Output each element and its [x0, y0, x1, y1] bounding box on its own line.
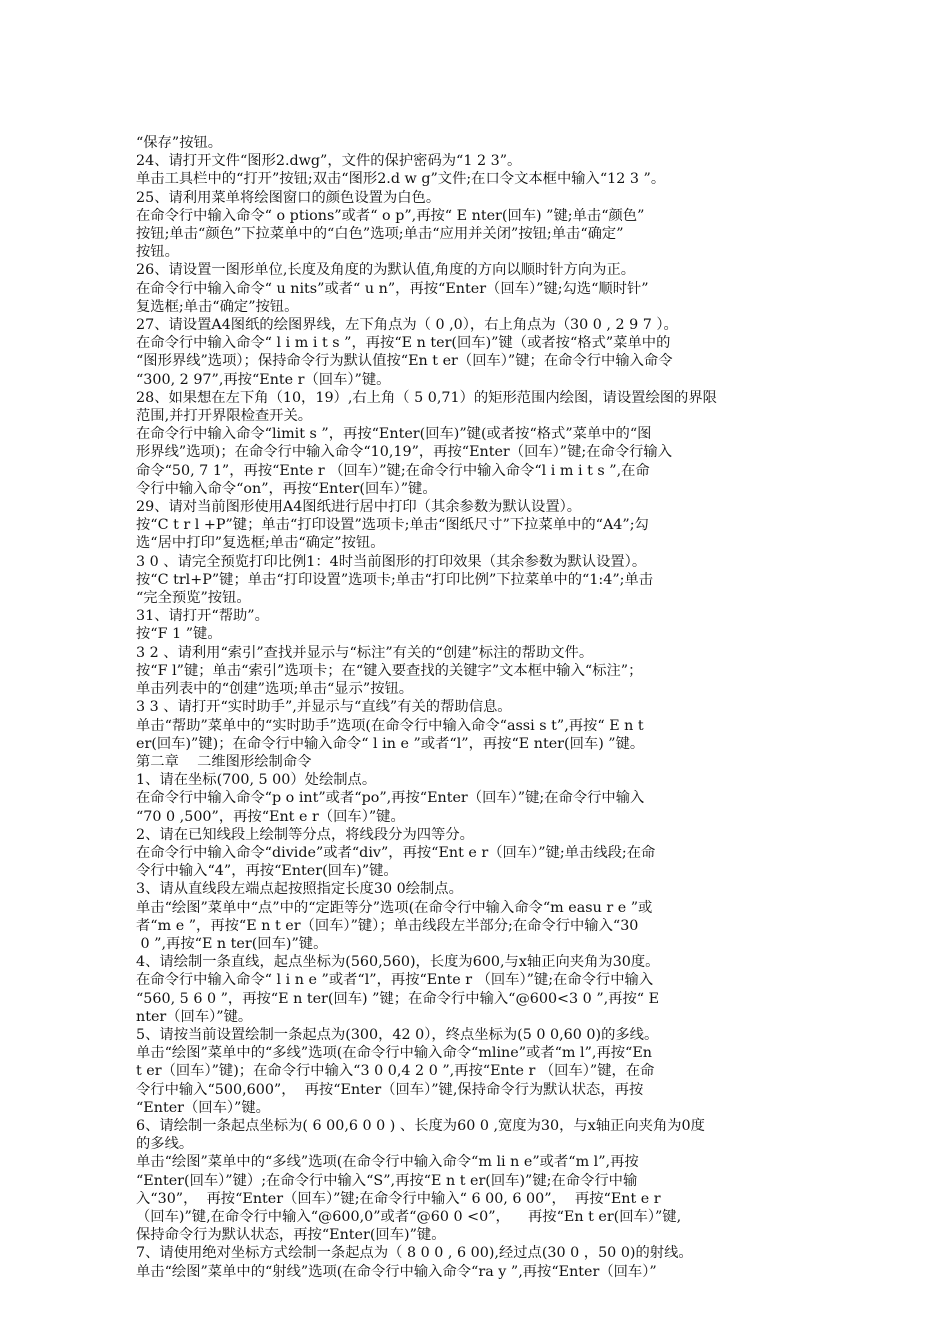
text-line: 的多线。	[136, 1136, 194, 1153]
text-line: 保持命令行为默认状态，再按“Enter(回车)”键。	[136, 1227, 446, 1244]
text-line: 按“F l”键；单击“索引”选项卡；在“键入要查找的关键字”文本框中输入“标注”；	[136, 662, 643, 679]
text-line: t er（回车）”键)；在命令行中输入“3 0 0,4 2 0 ”,再按“Ente r （回车）”键，在命	[136, 1063, 655, 1080]
text-line: “300, 2 97”,再按“Ente r（回车）”键。	[136, 371, 391, 388]
text-line: 在命令行中输入命令“divide”或者“div”，再按“Ent e r（回车）”键;单击线段;在命	[136, 844, 656, 861]
text-line: 7、请使用绝对坐标方式绘制一条起点为（ 8 0 0 , 6 00),经过点(30 0 ，50 0)的射线。	[136, 1245, 693, 1262]
text-line: 在命令行中输入命令“limit s ”，再按“Enter(回车)”键(或者按“格式”菜单中的“图	[136, 426, 652, 443]
text-line: 在命令行中输入命令“ l i m i t s ”，再按“E n ter(回车)”键（或者按“格式”菜单中的	[136, 335, 671, 352]
text-line: “完全预览”按钮。	[136, 590, 251, 607]
text-line: 6、请绘制一条起点坐标为( 6 00,6 0 0 ) 、长度为60 0 ,宽度为30，与x轴正向夹角为0度	[136, 1117, 705, 1134]
text-line: “560, 5 6 0 ”，再按“E n ter(回车) ”键；在命令行中输入“@600<3 0 ”,再按“ E	[136, 990, 660, 1007]
text-line: 在命令行中输入命令“p o int”或者“po”,再按“Enter（回车）”键;在命令行中输入	[136, 790, 645, 807]
text-line: “保存”按钮。	[136, 135, 223, 151]
text-line: 单击“绘图”菜单中的“多线”选项(在命令行中输入命令“m li n e”或者“m l”,再按	[136, 1154, 639, 1171]
text-line: 28、如果想在左下角（10，19）,右上角（ 5 0,71）的矩形范围内绘图，请设置绘图的界限	[136, 389, 717, 406]
text-line: 3 2 、请利用“索引”查找并显示与“标注”有关的“创建”标注的帮助文件。	[136, 644, 594, 661]
text-line: 令行中输入命令“on”，再按“Enter(回车）”键。	[136, 480, 437, 497]
text-line: 27、请设置A4图纸的绘图界线，左下角点为（ 0 ,0），右上角点为（30 0 , 2 9 7 ）。	[136, 317, 678, 334]
text-line: 24、请打开文件“图形2.dwg”，文件的保护密码为“1 2 3”。	[136, 153, 522, 170]
text-line: 单击“帮助”菜单中的“实时助手”选项(在命令行中输入命令“assi s t”,再按“ E n t	[136, 717, 644, 734]
text-line: 入“30”， 再按“Enter（回车）”键;在命令行中输入“ 6 00, 6 00”， 再按“Ent e r	[136, 1190, 661, 1207]
text-line: 26、请设置一图形单位,长度及角度的为默认值,角度的方向以顺时针方向为正。	[136, 262, 636, 279]
text-line: 在命令行中输入命令“ u nits”或者“ u n”，再按“Enter（回车）”键;勾选“顺时针”	[136, 280, 649, 297]
text-line: 在命令行中输入命令“ o ptions”或者“ o p”,再按“ E nter(回车) ”键;单击“颜色”	[136, 207, 645, 224]
text-line: er(回车)”键)；在命令行中输入命令“ l in e ”或者“l”，再按“E nter(回车) ”键。	[136, 735, 645, 752]
text-line: 单击工具栏中的“打开”按钮;双击“图形2.d w g”文件;在口令文本框中输入“12 3 ”。	[136, 171, 666, 188]
text-line: 单击“绘图”菜单中“点”中的“定距等分”选项(在命令行中输入命令“m easu r e ”或	[136, 899, 653, 916]
text-line: 按钮。	[136, 244, 179, 261]
text-line: 在命令行中输入命令“ l i n e ”或者“l”，再按“Ente r （回车）”键;在命令行中输入	[136, 972, 654, 989]
text-line: 按“C t r l +P”键；单击“打印设置”选项卡;单击“图纸尺寸”下拉菜单中的“A4”;勾	[136, 517, 649, 534]
text-line: “Enter(回车）”键）;在命令行中输入“S”,再按“E n t er(回车)”键;在命令行中输	[136, 1172, 638, 1189]
text-line: 5、请按当前设置绘制一条起点为(300，42 0），终点坐标为(5 0 0,60 0)的多线。	[136, 1026, 659, 1043]
text-line: 3 0 、请完全预览打印比例1：4时当前图形的打印效果（其余参数为默认设置）。	[136, 553, 647, 570]
text-line: 按“C trl+P”键；单击“打印设置”选项卡;单击“打印比例”下拉菜单中的“1:4”;单击	[136, 571, 654, 588]
text-line: 25、请利用菜单将绘图窗口的颜色设置为白色。	[136, 189, 441, 206]
text-line: 3 3 、请打开“实时助手”,并显示与“直线”有关的帮助信息。	[136, 699, 512, 716]
text-line: “70 0 ,500”，再按“Ent e r（回车）”键。	[136, 808, 405, 825]
text-line: 31、请打开“帮助”。	[136, 608, 269, 625]
text-line: 单击“绘图”菜单中的“多线”选项(在命令行中输入命令“mline”或者“m l”,再按“En	[136, 1045, 653, 1062]
text-line: 1、请在坐标(700, 5 00）处绘制点。	[136, 772, 377, 789]
text-line: 范围,并打开界限检查开关。	[136, 408, 313, 425]
text-line: 4、请绘制一条直线，起点坐标为(560,560)，长度为600,与x轴正向夹角为30度。	[136, 954, 660, 971]
text-line: 0 ”,再按“E n ter(回车)”键。	[136, 935, 328, 952]
text-line: 2、请在已知线段上绘制等分点，将线段分为四等分。	[136, 826, 474, 843]
text-line: “Enter（回车）”键。	[136, 1099, 270, 1116]
text-line: 单击“绘图”菜单中的“射线”选项(在命令行中输入命令“ra y ”,再按“Enter（回车）”	[136, 1263, 657, 1280]
text-line: 者“m e ”，再按“E n t er（回车）”键）；单击线段左半部分;在命令行中输入“30	[136, 917, 639, 934]
text-line: 形界线”选项)；在命令行中输入命令“10,19”，再按“Enter（回车）”键;在命令行输入	[136, 444, 673, 461]
text-line: 29、请对当前图形使用A4图纸进行居中打印（其余参数为默认设置）。	[136, 499, 582, 516]
text-line: 令行中输入“4”，再按“Enter(回车)”键。	[136, 863, 398, 880]
text-line: 按“F 1 ”键。	[136, 626, 222, 643]
text-line: 令行中输入“500,600”， 再按“Enter（回车）”键,保持命令行为默认状态，再按	[136, 1081, 644, 1098]
text-line: 3、请从直线段左端点起按照指定长度30 0绘制点。	[136, 881, 463, 898]
text-line: 命令“50, 7 1”，再按“Ente r （回车）”键;在命令行中输入命令“l i m i t s ”,在命	[136, 462, 650, 479]
document-body	[136, 134, 820, 1281]
text-line: “图形界线”选项）；保持命令行为默认值按“En t er（回车）”键；在命令行中输入命令	[136, 353, 673, 370]
text-line: （回车)”键,在命令行中输入“@600,0”或者“@60 0 <0”， 再按“En t er(回车）”键,	[136, 1208, 682, 1225]
text-line: nter（回车）”键。	[136, 1008, 253, 1025]
text-line: 复选框;单击“确定”按钮。	[136, 298, 299, 315]
text-line: 按钮;单击“颜色”下拉菜单中的“白色”选项;单击“应用并关闭”按钮;单击“确定”	[136, 226, 624, 243]
text-line: 选“居中打印”复选框;单击“确定”按钮。	[136, 535, 385, 552]
text-line: 单击列表中的“创建”选项;单击“显示”按钮。	[136, 681, 414, 698]
text-line: 第二章 二维图形绘制命令	[136, 753, 312, 770]
